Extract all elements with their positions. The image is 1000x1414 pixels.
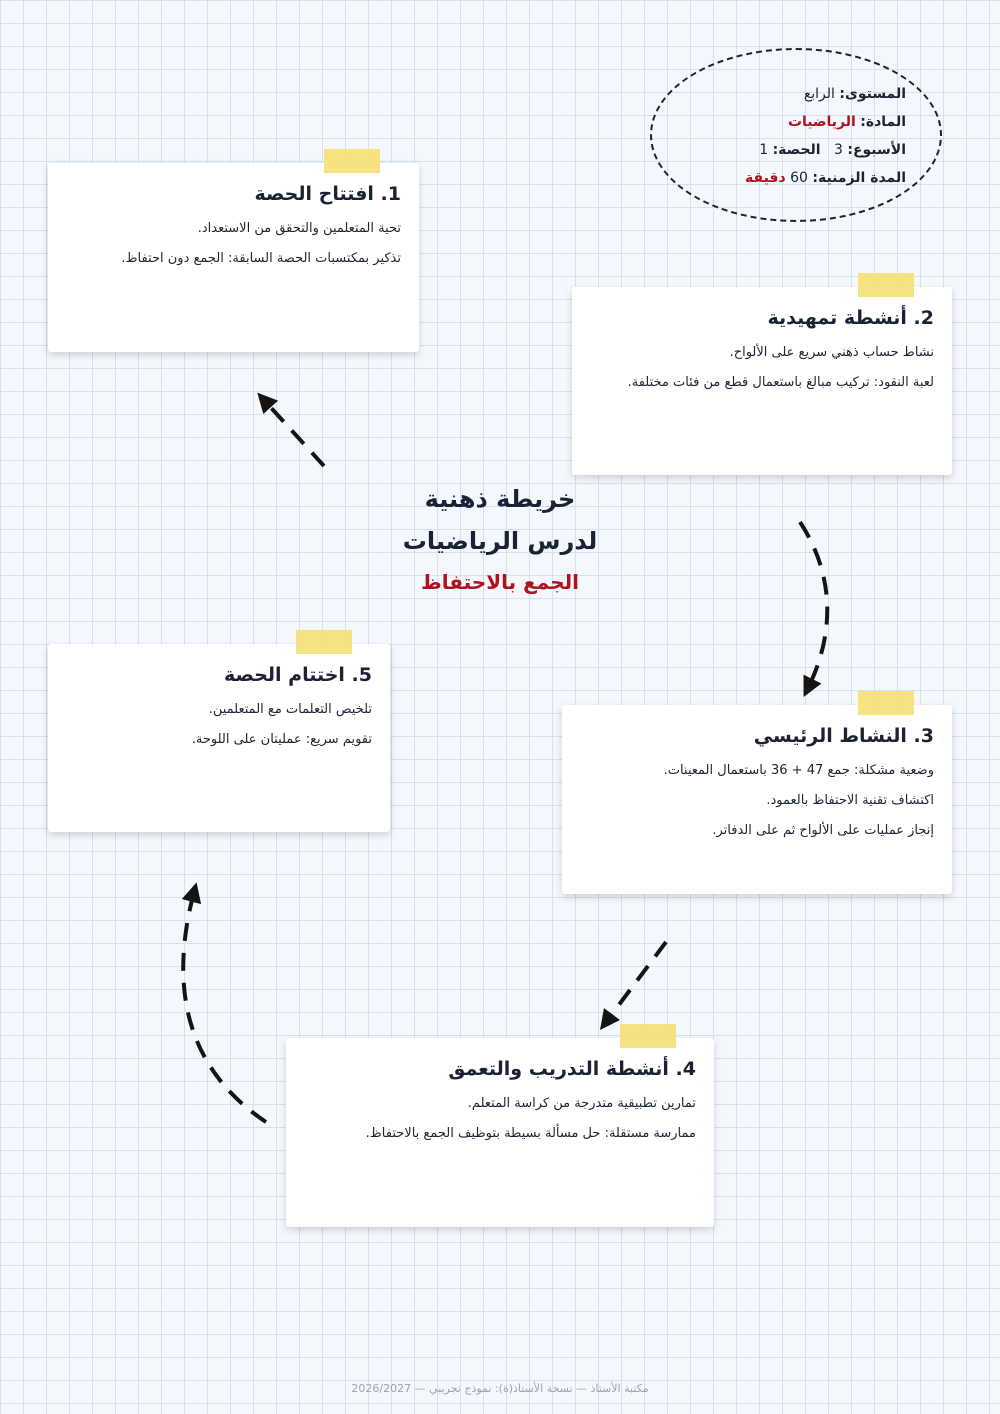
info-week-label: الأسبوع: <box>847 142 906 158</box>
arrow-icon <box>183 892 266 1122</box>
info-duration-unit: دقيقة <box>745 170 786 186</box>
step-title: 3. النشاط الرئيسي <box>753 725 934 747</box>
arrow-icon <box>800 522 827 688</box>
info-subject-label: المادة: <box>860 114 906 130</box>
info-subject-value: الرياضيات <box>787 114 856 130</box>
info-level-label: المستوى: <box>839 86 906 102</box>
step-item: نشاط حساب ذهني سريع على الألواح. <box>729 345 934 360</box>
center-title-line1: خريطة ذهنية <box>424 485 576 513</box>
step-title: 2. أنشطة تمهيدية <box>767 307 934 329</box>
info-duration-number: 60 <box>790 170 808 186</box>
step-item: إنجاز عمليات على الألواح ثم على الدفاتر. <box>712 822 934 838</box>
step-item: تقويم سريع: عمليتان على اللوحة. <box>191 731 372 747</box>
info-level-value: الرابع <box>803 86 835 102</box>
info-session-value: 1 <box>759 142 769 158</box>
info-duration-label: المدة الزمنية: <box>812 170 906 186</box>
center-title-line2: لدرس الرياضيات <box>402 527 598 555</box>
step-item: اكتشاف تقنية الاحتفاظ بالعمود. <box>766 792 934 808</box>
footer-text: مكتبة الأستاذ — نسخة الأستاذ(ة): نموذج تجريبي — 2026/2027 <box>351 1382 649 1395</box>
arrow-icon <box>606 942 666 1022</box>
center-title-line3: الجمع بالاحتفاظ <box>421 570 579 594</box>
step-title: 1. افتتاح الحصة <box>254 183 401 205</box>
step-title: 5. اختتام الحصة <box>223 664 372 686</box>
step-item: تحية المتعلمين والتحقق من الاستعداد. <box>197 221 401 236</box>
step-item: تذكير بمكتسبات الحصة السابقة: الجمع دون احتفاظ. <box>121 250 401 266</box>
step-title: 4. أنشطة التدريب والتعمق <box>448 1058 696 1080</box>
step-item: تلخيص التعلمات مع المتعلمين. <box>208 702 372 717</box>
arrow-icon <box>264 400 324 466</box>
step-item: وضعية مشكلة: جمع 47 + 36 باستعمال المعينات. <box>663 763 934 778</box>
info-session-label: الحصة: <box>772 142 821 158</box>
step-item: تمارين تطبيقية متدرجة من كراسة المتعلم. <box>467 1096 696 1111</box>
step-item: لعبة النقود: تركيب مبالغ باستعمال قطع من فئات مختلفة. <box>627 374 934 390</box>
info-week-value: 3 <box>833 142 843 158</box>
step-item: ممارسة مستقلة: حل مسألة بسيطة بتوظيف الجمع بالاحتفاظ. <box>365 1125 696 1141</box>
